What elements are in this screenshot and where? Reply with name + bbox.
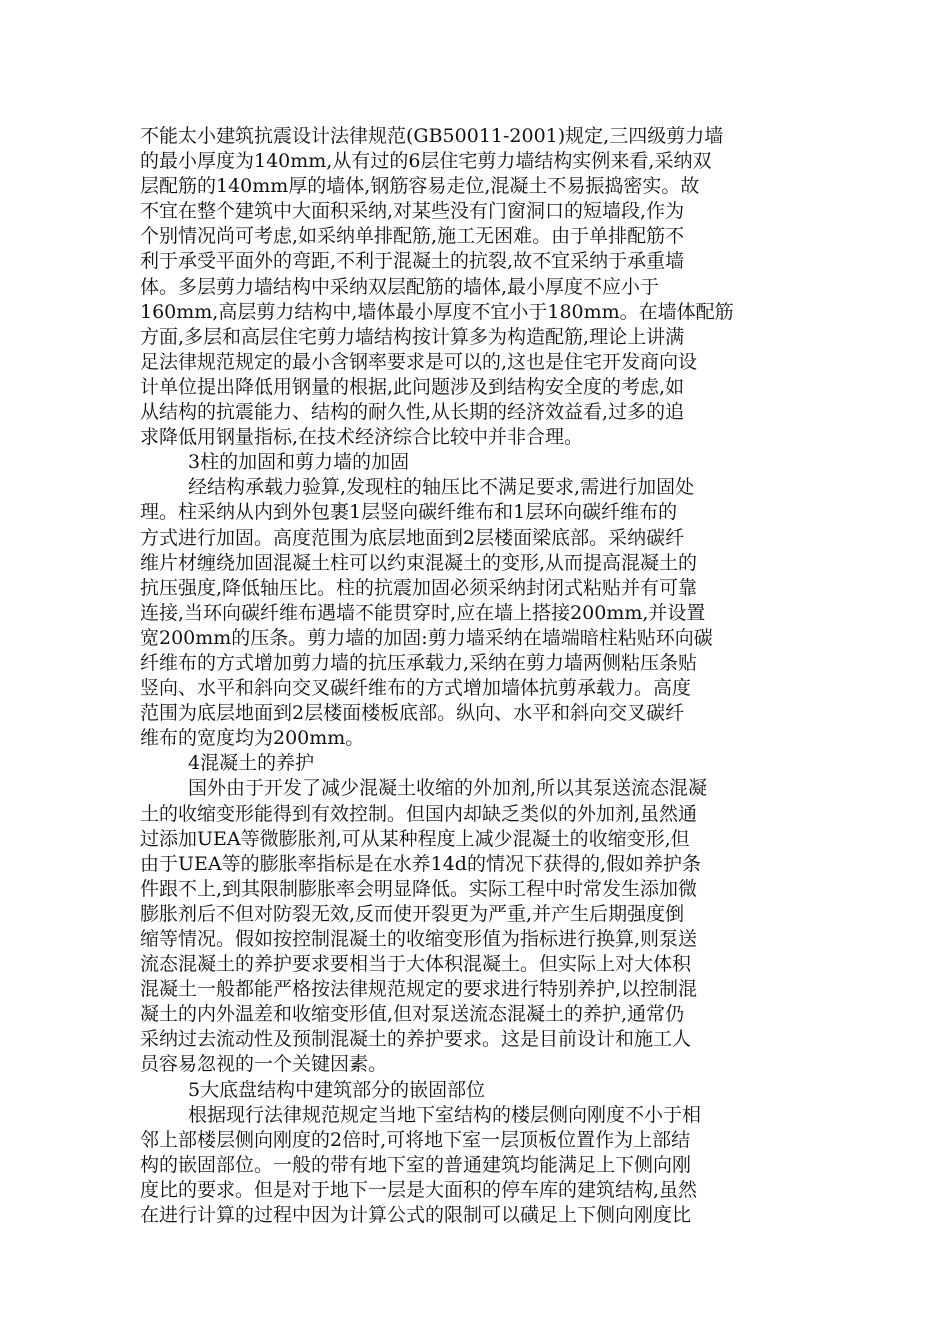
text-line: 度比的要求。但是对于地下一层是大面积的停车库的建筑结构,虽然: [140, 1178, 698, 1201]
text-line: 流态混凝土的养护要求要相当于大体积混凝土。但实际上对大体积: [140, 953, 692, 976]
text-line: 范围为底层地面到2层楼面楼板底部。纵向、水平和斜向交叉碳纤: [140, 702, 685, 725]
text-line: 不能太小建筑抗震设计法律规范(GB50011-2001)规定,三四级剪力墙: [140, 125, 724, 147]
text-line: 件跟不上,到其限制膨胀率会明显降低。实际工程中时常发生添加微: [140, 877, 698, 900]
text-line: 求降低用钢量指标,在技术经济综合比较中并非合理。: [140, 426, 584, 449]
text-line: 160mm,高层剪力结构中,墙体最小厚度不宜小于180mm。在墙体配筋: [140, 300, 734, 323]
text-line: 混凝土一般都能严格按法律规范规定的要求进行特别养护,以控制混: [140, 978, 698, 1001]
text-line: 维布的宽度均为200mm。: [140, 727, 365, 750]
text-line: 维片材缠绕加固混凝土柱可以约束混凝土的变形,从而提高混凝土的: [140, 551, 698, 574]
text-line: 不宜在整个建筑中大面积采纳,对某些没有门窗洞口的短墙段,作为: [140, 200, 685, 223]
text-line: 根据现行法律规范规定当地下室结构的楼层侧向刚度不小于相: [188, 1103, 702, 1126]
text-line: 层配筋的140mm厚的墙体,钢筋容易走位,混凝土不易振捣密实。故: [140, 175, 700, 198]
text-line: 凝土的内外温差和收缩变形值,但对泵送流态混凝土的养护,通常仍: [140, 1003, 685, 1026]
text-line: 4混凝土的养护: [188, 752, 315, 775]
text-line: 利于承受平面外的弯距,不利于混凝土的抗裂,故不宜采纳于承重墙: [140, 250, 685, 273]
text-line: 连接,当环向碳纤维布遇墙不能贯穿时,应在墙上搭接200mm,并设置: [140, 601, 706, 624]
text-line: 宽200mm的压条。剪力墙的加固:剪力墙采纳在墙端暗柱粘贴环向碳: [140, 626, 713, 649]
text-line: 构的嵌固部位。一般的带有地下室的普通建筑均能满足上下侧向刚: [140, 1153, 692, 1176]
text-line: 抗压强度,降低轴压比。柱的抗震加固必须采纳封闭式粘贴并有可靠: [140, 576, 698, 599]
text-line: 方式进行加固。高度范围为底层地面到2层楼面梁底部。采纳碳纤: [140, 526, 685, 549]
text-line: 从结构的抗震能力、结构的耐久性,从长期的经济效益看,过多的追: [140, 401, 685, 424]
text-line: 3柱的加固和剪力墙的加固: [188, 451, 410, 474]
text-line: 邻上部楼层侧向刚度的2倍时,可将地下室一层顶板位置作为上部结: [140, 1128, 691, 1151]
text-line: 在进行计算的过程中因为计算公式的限制可以磺足上下侧向刚度比: [140, 1204, 692, 1227]
text-line: 的最小厚度为140mm,从有过的6层住宅剪力墙结构实例来看,采纳双: [140, 150, 712, 173]
text-line: 方面,多层和高层住宅剪力墙结构按计算多为构造配筋,理论上讲满: [140, 325, 685, 348]
text-line: 经结构承载力验算,发现柱的轴压比不满足要求,需进行加固处: [188, 476, 695, 499]
text-line: 国外由于开发了减少混凝土收缩的外加剂,所以其泵送流态混凝: [188, 777, 708, 800]
text-line: 竖向、水平和斜向交叉碳纤维布的方式增加墙体抗剪承载力。高度: [140, 677, 692, 700]
text-line: 体。多层剪力墙结构中采纳双层配筋的墙体,最小厚度不应小于: [140, 275, 660, 298]
text-line: 采纳过去流动性及预制混凝土的养护要求。这是目前设计和施工人: [140, 1028, 692, 1051]
document-body: [140, 124, 804, 1228]
text-line: 膨胀剂后不但对防裂无效,反而使开裂更为严重,并产生后期强度倒: [140, 902, 685, 925]
text-line: 由于UEA等的膨胀率指标是在水养14d的情况下获得的,假如养护条: [140, 852, 701, 875]
text-line: 5大底盘结构中建筑部分的嵌固部位: [188, 1078, 486, 1101]
text-line: 理。柱采纳从内到外包裹1层竖向碳纤维布和1层环向碳纤维布的: [140, 501, 678, 524]
text-line: 缩等情况。假如按控制混凝土的收缩变形值为指标进行换算,则泵送: [140, 928, 698, 950]
text-line: 纤维布的方式增加剪力墙的抗压承载力,采纳在剪力墙两侧粘压条贴: [140, 651, 698, 674]
text-line: 土的收缩变形能得到有效控制。但国内却缺乏类似的外加剂,虽然通: [140, 802, 698, 825]
text-line: 计单位提出降低用钢量的根据,此问题涉及到结构安全度的考虑,如: [140, 375, 685, 398]
text-line: 个别情况尚可考虑,如采纳单排配筋,施工无困难。由于单排配筋不: [140, 225, 685, 248]
text-line: 足法律规范规定的最小含钢率要求是可以的,这也是住宅开发商向设: [140, 350, 698, 373]
text-line: 过添加UEA等微膨胀剂,可从某种程度上减少混凝土的收缩变形,但: [140, 827, 690, 850]
text-line: 员容易忽视的一个关键因素。: [140, 1053, 388, 1076]
